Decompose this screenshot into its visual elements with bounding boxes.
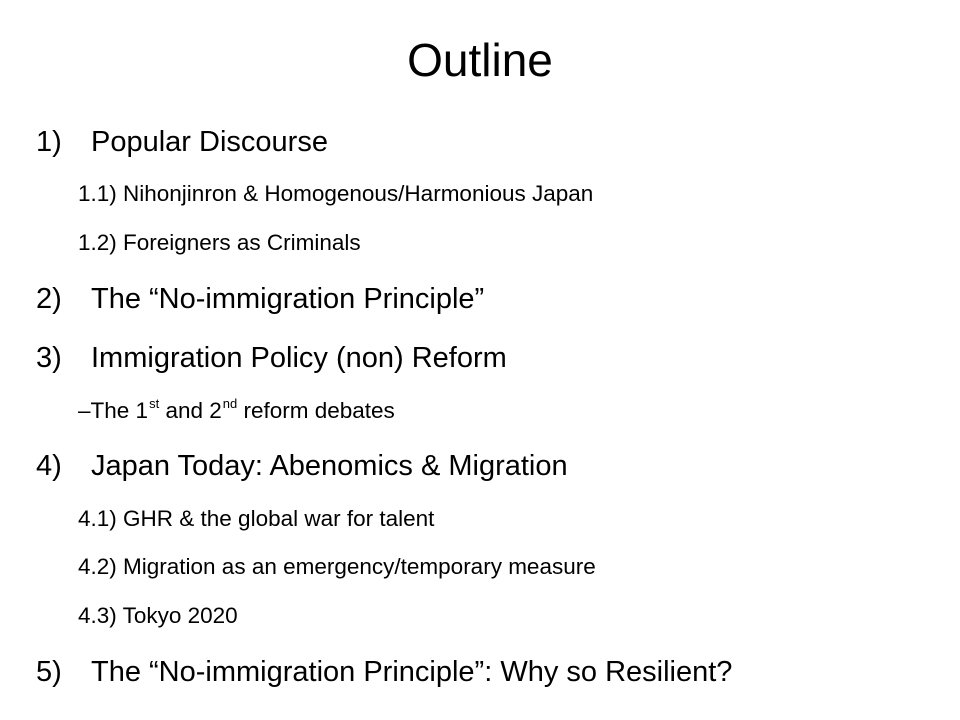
outline-subitem-1-1: 1.1) Nihonjinron & Homogenous/Harmonious Japan xyxy=(78,181,594,206)
subitem-prefix: –The 1 xyxy=(78,398,149,423)
outline-subitem-1-2: 1.2) Foreigners as Criminals xyxy=(78,230,361,255)
subitem-suffix: reform debates xyxy=(237,398,395,423)
outline-subitem-4-1: 4.1) GHR & the global war for talent xyxy=(78,506,435,531)
item-number: 3) xyxy=(36,342,62,374)
outline-subitem-4-2: 4.2) Migration as an emergency/temporary measure xyxy=(78,554,596,579)
slide-title: Outline xyxy=(407,34,553,86)
item-text: The “No-immigration Principle”: Why so Resilient? xyxy=(91,656,733,688)
item-number: 4) xyxy=(36,450,62,482)
superscript-nd: nd xyxy=(222,396,238,411)
item-number: 5) xyxy=(36,656,62,688)
item-text: The “No-immigration Principle” xyxy=(91,283,485,315)
item-number: 1) xyxy=(36,126,62,158)
superscript-st: st xyxy=(149,396,160,411)
item-text: Popular Discourse xyxy=(91,126,328,158)
item-text: Japan Today: Abenomics & Migration xyxy=(91,450,568,482)
item-number: 2) xyxy=(36,283,62,315)
outline-subitem-3-1 xyxy=(78,397,395,428)
subitem-middle: and 2 xyxy=(159,398,222,423)
item-text: Immigration Policy (non) Reform xyxy=(91,342,507,374)
outline-subitem-4-3: 4.3) Tokyo 2020 xyxy=(78,603,238,628)
